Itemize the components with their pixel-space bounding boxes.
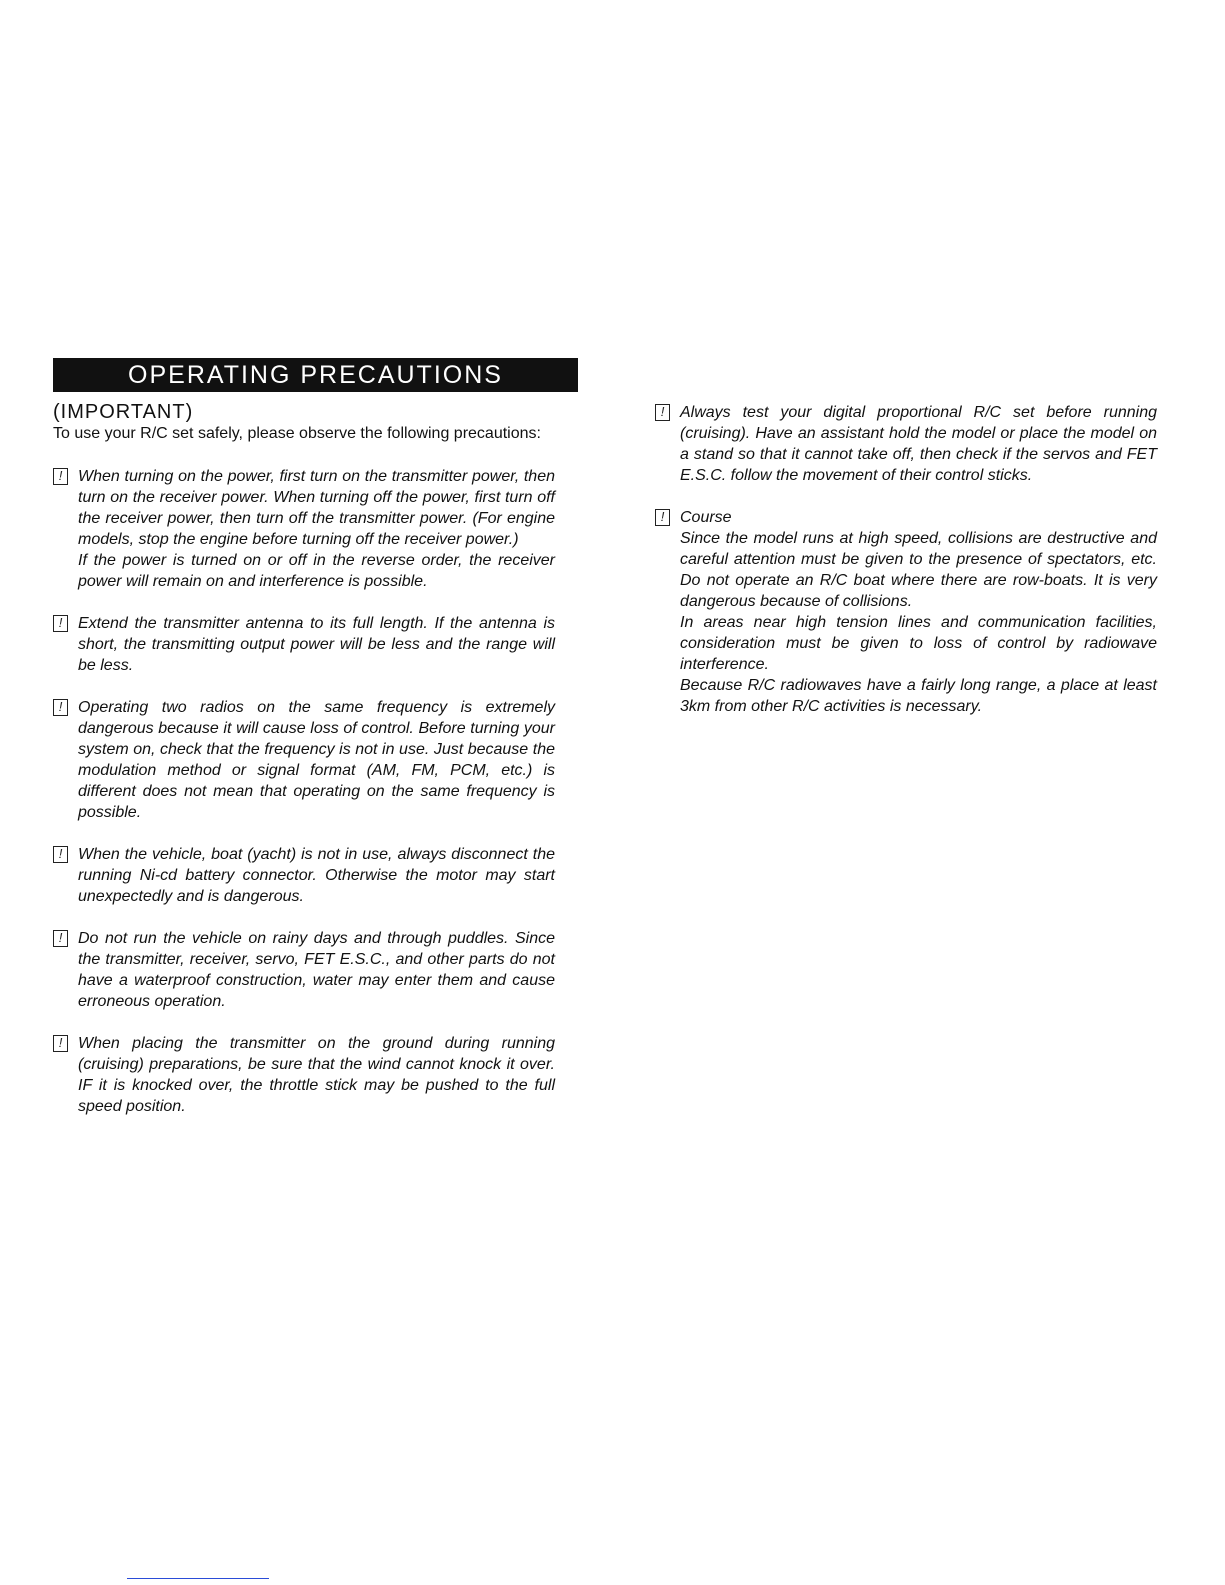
precaution-item xyxy=(53,466,555,592)
precaution-text: If the power is turned on or off in the reverse order, the receiver power will remain on and interference is possible. xyxy=(78,552,555,590)
precaution-text: In areas near high tension lines and communication facilities, consideration must be given to loss of control by radiowave interference. xyxy=(680,614,1157,673)
precaution-text: Always test your digital proportional R/C set before running (cruising). Have an assistant hold the model or place the model on a stand so that it cannot take off, then check if the servos and FET E.S.C. follow the movement of their control sticks. xyxy=(680,404,1157,484)
precaution-text: Course xyxy=(680,509,732,526)
warning-mark-icon: ! xyxy=(53,930,68,947)
precaution-text: Extend the transmitter antenna to its full length. If the antenna is short, the transmitting output power will be less and the range will be less. xyxy=(78,615,555,674)
precaution-text: Because R/C radiowaves have a fairly long range, a place at least 3km from other R/C activities is necessary. xyxy=(680,677,1157,715)
precaution-item xyxy=(53,613,555,676)
precaution-text: When turning on the power, first turn on the transmitter power, then turn on the receiver power. When turning off the power, first turn off the receiver power, then turn off the transmitter power. (For engine models, stop the engine before turning off the receiver power.) xyxy=(78,468,555,548)
precaution-item xyxy=(655,507,1157,717)
precaution-item xyxy=(655,402,1157,486)
precaution-text: When placing the transmitter on the ground during running (cruising) preparations, be sure that the wind cannot knock it over. IF it is knocked over, the throttle stick may be pushed to the full speed position. xyxy=(78,1035,555,1115)
precaution-item xyxy=(53,1033,555,1117)
right-column xyxy=(655,402,1157,717)
precaution-text: When the vehicle, boat (yacht) is not in use, always disconnect the running Ni-cd battery connector. Otherwise the motor may start unexpectedly and is dangerous. xyxy=(78,846,555,905)
left-column xyxy=(53,466,555,1117)
page-title: OPERATING PRECAUTIONS xyxy=(53,358,578,392)
precaution-text: Do not run the vehicle on rainy days and through puddles. Since the transmitter, receiver, servo, FET E.S.C., and other parts do not have a waterproof construction, water may enter them and cause erroneous operation. xyxy=(78,930,555,1010)
precaution-text: Operating two radios on the same frequency is extremely dangerous because it will cause loss of control. Before turning your system on, check that the frequency is not in use. Just because the modulation method or signal format (AM, FM, PCM, etc.) is different does not mean that operating on the same frequency is possible. xyxy=(78,699,555,821)
precaution-item xyxy=(53,697,555,823)
warning-mark-icon: ! xyxy=(53,846,68,863)
warning-mark-icon: ! xyxy=(53,468,68,485)
link-underline xyxy=(127,1578,269,1579)
page-subtitle: (IMPORTANT) xyxy=(53,401,194,423)
intro-text: To use your R/C set safely, please observe the following precautions: xyxy=(53,425,541,442)
warning-mark-icon: ! xyxy=(53,1035,68,1052)
precaution-item xyxy=(53,844,555,907)
warning-mark-icon: ! xyxy=(53,699,68,716)
precaution-text: Since the model runs at high speed, collisions are destructive and careful attention must be given to the presence of spectators, etc. Do not operate an R/C boat where there are row-boats. It is very dangerous because of collisions. xyxy=(680,530,1157,610)
warning-mark-icon: ! xyxy=(655,404,670,421)
warning-mark-icon: ! xyxy=(53,615,68,632)
warning-mark-icon: ! xyxy=(655,509,670,526)
precaution-item xyxy=(53,928,555,1012)
